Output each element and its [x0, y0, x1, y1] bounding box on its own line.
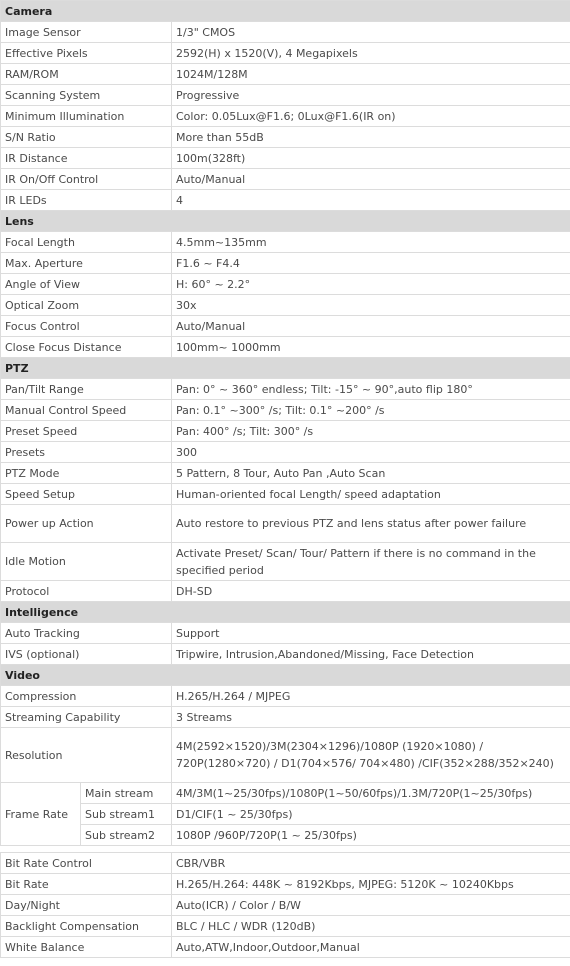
spec-row-ir-on-off-control — [1, 169, 570, 190]
sub-label: Sub stream2 — [81, 825, 172, 846]
spec-label: Image Sensor — [1, 22, 172, 43]
spec-row-presets — [1, 442, 570, 463]
spec-label: IR LEDs — [1, 190, 172, 211]
spec-value: 1024M/128M — [172, 64, 570, 85]
sub-label: Sub stream1 — [81, 804, 172, 825]
spec-value: Auto restore to previous PTZ and lens status after power failure — [172, 505, 570, 543]
spec-label: RAM/ROM — [1, 64, 172, 85]
section-title: PTZ — [1, 358, 570, 379]
spec-row-backlight-compensation — [1, 916, 570, 937]
spec-label: Pan/Tilt Range — [1, 379, 172, 400]
spec-row-image-sensor — [1, 22, 570, 43]
section-title: Video — [1, 665, 570, 686]
frame-rate-row-sub-stream1 — [1, 804, 570, 825]
spec-label: Resolution — [1, 728, 172, 783]
spec-row-manual-control-speed — [1, 400, 570, 421]
spec-row-angle-of-view — [1, 274, 570, 295]
spec-value: 4M(2592×1520)/3M(2304×1296)/1080P (1920×1080) / 720P(1280×720) / D1(704×576/ 704×480) /CIF(352×288/352×240) — [172, 728, 570, 783]
spec-value: Pan: 400° /s; Tilt: 300° /s — [172, 421, 570, 442]
spec-value: Auto(ICR) / Color / B/W — [172, 895, 570, 916]
spec-value: More than 55dB — [172, 127, 570, 148]
spec-row-idle-motion — [1, 543, 570, 581]
spec-label: Frame Rate — [1, 783, 81, 846]
spec-value: H.265/H.264: 448K ~ 8192Kbps, MJPEG: 5120K ~ 10240Kbps — [172, 874, 570, 895]
spec-value: 4 — [172, 190, 570, 211]
spec-value: Human-oriented focal Length/ speed adaptation — [172, 484, 570, 505]
divider — [1, 846, 570, 853]
spec-value: 1080P /960P/720P(1 ~ 25/30fps) — [172, 825, 570, 846]
spec-label: Focus Control — [1, 316, 172, 337]
spec-value: Auto/Manual — [172, 169, 570, 190]
spec-value: Pan: 0.1° ~300° /s; Tilt: 0.1° ~200° /s — [172, 400, 570, 421]
spec-row-ivs-optional — [1, 644, 570, 665]
spec-row-focal-length — [1, 232, 570, 253]
spec-value: 100mm~ 1000mm — [172, 337, 570, 358]
spec-value: 3 Streams — [172, 707, 570, 728]
section-header-intelligence — [1, 602, 570, 623]
spec-label: Scanning System — [1, 85, 172, 106]
frame-rate-row-main-stream — [1, 783, 570, 804]
spec-label: Bit Rate — [1, 874, 172, 895]
spec-row-auto-tracking — [1, 623, 570, 644]
spec-row-minimum-illumination — [1, 106, 570, 127]
spec-label: Backlight Compensation — [1, 916, 172, 937]
spec-value: Support — [172, 623, 570, 644]
spec-value: 300 — [172, 442, 570, 463]
spec-value: 5 Pattern, 8 Tour, Auto Pan ,Auto Scan — [172, 463, 570, 484]
spec-label: IR On/Off Control — [1, 169, 172, 190]
spec-value: 4M/3M(1~25/30fps)/1080P(1~50/60fps)/1.3M/720P(1~25/30fps) — [172, 783, 570, 804]
spec-value: 30x — [172, 295, 570, 316]
spec-value: Activate Preset/ Scan/ Tour/ Pattern if there is no command in the specified period — [172, 543, 570, 581]
sub-label: Main stream — [81, 783, 172, 804]
spec-value: F1.6 ~ F4.4 — [172, 253, 570, 274]
spec-label: Max. Aperture — [1, 253, 172, 274]
spec-label: Minimum Illumination — [1, 106, 172, 127]
spec-row-focus-control — [1, 316, 570, 337]
spec-value: Tripwire, Intrusion,Abandoned/Missing, Face Detection — [172, 644, 570, 665]
spec-value: Progressive — [172, 85, 570, 106]
spec-row-ram-rom — [1, 64, 570, 85]
section-header-camera — [1, 1, 570, 22]
spec-label: Power up Action — [1, 505, 172, 543]
divider-cell — [1, 846, 570, 853]
spec-value: H.265/H.264 / MJPEG — [172, 686, 570, 707]
spec-value: H: 60° ~ 2.2° — [172, 274, 570, 295]
spec-label: Focal Length — [1, 232, 172, 253]
spec-row-resolution — [1, 728, 570, 783]
spec-value: 4.5mm~135mm — [172, 232, 570, 253]
spec-row-close-focus-distance — [1, 337, 570, 358]
spec-row-speed-setup — [1, 484, 570, 505]
spec-label: IVS (optional) — [1, 644, 172, 665]
spec-row-bit-rate — [1, 874, 570, 895]
spec-label: Presets — [1, 442, 172, 463]
spec-label: Close Focus Distance — [1, 337, 172, 358]
spec-row-scanning-system — [1, 85, 570, 106]
spec-label: Manual Control Speed — [1, 400, 172, 421]
spec-label: Speed Setup — [1, 484, 172, 505]
spec-row-ir-distance — [1, 148, 570, 169]
spec-label: Protocol — [1, 581, 172, 602]
spec-row-streaming-capability — [1, 707, 570, 728]
spec-row-compression — [1, 686, 570, 707]
spec-value: CBR/VBR — [172, 853, 570, 874]
spec-row-power-up-action — [1, 505, 570, 543]
spec-value: BLC / HLC / WDR (120dB) — [172, 916, 570, 937]
spec-label: Auto Tracking — [1, 623, 172, 644]
spec-row-ptz-mode — [1, 463, 570, 484]
spec-value: 2592(H) x 1520(V), 4 Megapixels — [172, 43, 570, 64]
spec-label: Idle Motion — [1, 543, 172, 581]
frame-rate-row-sub-stream2 — [1, 825, 570, 846]
spec-label: Streaming Capability — [1, 707, 172, 728]
spec-row-s-n-ratio — [1, 127, 570, 148]
spec-label: Compression — [1, 686, 172, 707]
section-title: Lens — [1, 211, 570, 232]
spec-value: Color: 0.05Lux@F1.6; 0Lux@F1.6(IR on) — [172, 106, 570, 127]
spec-label: Preset Speed — [1, 421, 172, 442]
section-header-ptz — [1, 358, 570, 379]
spec-value: 1/3" CMOS — [172, 22, 570, 43]
spec-label: White Balance — [1, 937, 172, 958]
spec-row-max-aperture — [1, 253, 570, 274]
section-title: Intelligence — [1, 602, 570, 623]
spec-value: Pan: 0° ~ 360° endless; Tilt: -15° ~ 90°,auto flip 180° — [172, 379, 570, 400]
section-title: Camera — [1, 1, 570, 22]
spec-label: S/N Ratio — [1, 127, 172, 148]
spec-label: IR Distance — [1, 148, 172, 169]
spec-label: Bit Rate Control — [1, 853, 172, 874]
spec-row-bit-rate-control — [1, 853, 570, 874]
section-header-video — [1, 665, 570, 686]
spec-row-pan-tilt-range — [1, 379, 570, 400]
spec-row-ir-leds — [1, 190, 570, 211]
spec-value: 100m(328ft) — [172, 148, 570, 169]
section-header-lens — [1, 211, 570, 232]
spec-value: DH-SD — [172, 581, 570, 602]
spec-label: Effective Pixels — [1, 43, 172, 64]
spec-label: Angle of View — [1, 274, 172, 295]
spec-row-preset-speed — [1, 421, 570, 442]
spec-label: PTZ Mode — [1, 463, 172, 484]
spec-label: Day/Night — [1, 895, 172, 916]
spec-row-day-night — [1, 895, 570, 916]
spec-label: Optical Zoom — [1, 295, 172, 316]
spec-value: Auto,ATW,Indoor,Outdoor,Manual — [172, 937, 570, 958]
spec-row-optical-zoom — [1, 295, 570, 316]
spec-value: D1/CIF(1 ~ 25/30fps) — [172, 804, 570, 825]
spec-row-protocol — [1, 581, 570, 602]
spec-row-effective-pixels — [1, 43, 570, 64]
spec-value: Auto/Manual — [172, 316, 570, 337]
spec-row-white-balance — [1, 937, 570, 958]
